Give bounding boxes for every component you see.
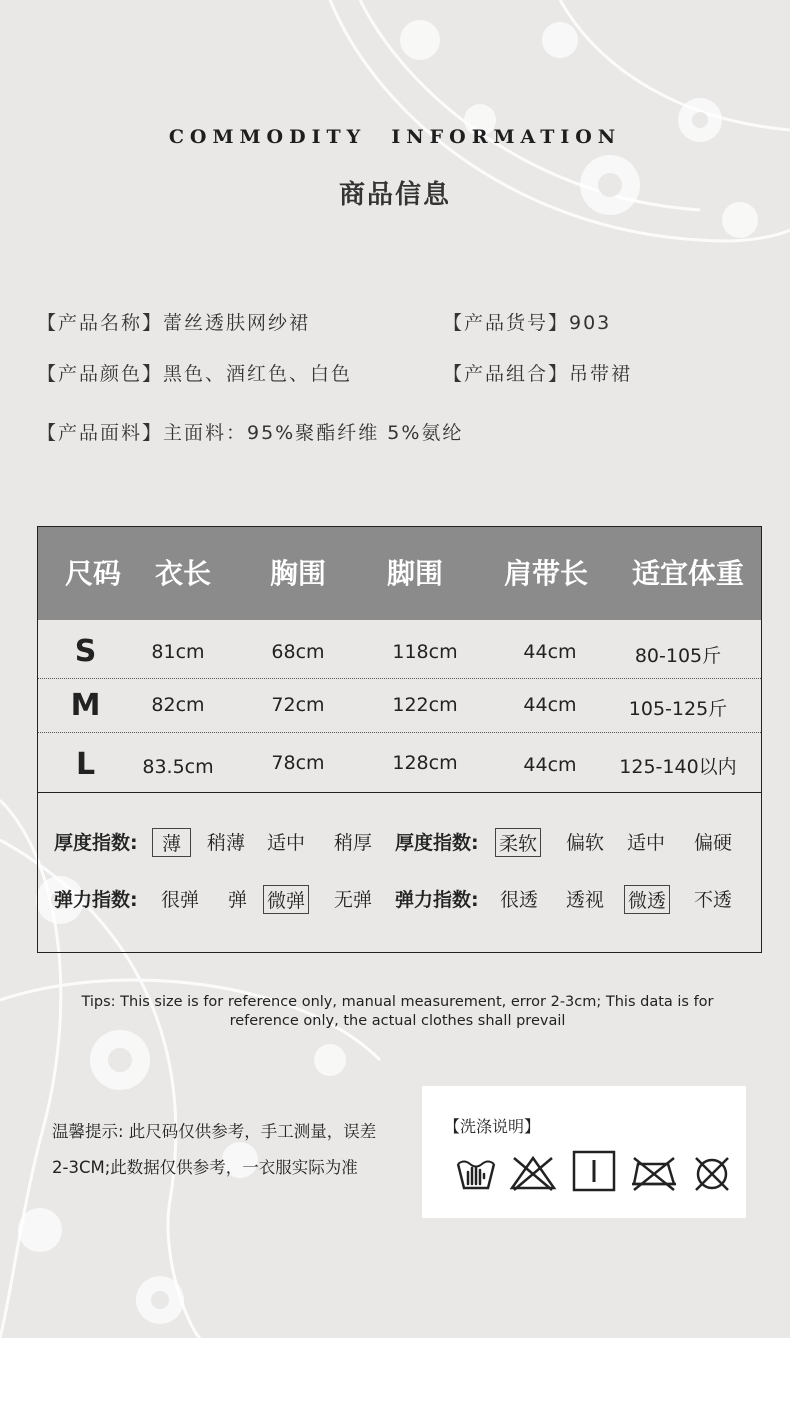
weight-cell: 80-105斤 — [634, 645, 722, 667]
table-divider — [38, 792, 761, 793]
tips-text: Tips: This size is for reference only, manual measurement, error 2-3cm; This data is for reference only, the actual clothes shall prevail — [81, 994, 714, 1029]
reminder-text: 温馨提示: 此尺码仅供参考，手工测量，误差2-3CM;此数据仅供参考，一衣服实际为准 — [52, 1122, 377, 1177]
length-cell: 83.5cm — [142, 756, 214, 778]
elasticity-option-selected: 微弹 — [263, 885, 309, 914]
header-length: 衣长 — [154, 557, 211, 590]
hem-cell: 122cm — [392, 694, 458, 716]
size-cell: S — [74, 634, 97, 669]
do-not-iron-icon — [628, 1154, 680, 1192]
softness-option: 适中 — [627, 832, 666, 854]
size-table-header — [38, 527, 761, 620]
wash-title: 【洗涤说明】 — [444, 1117, 541, 1136]
bust-cell: 72cm — [271, 694, 325, 716]
strap-cell: 44cm — [523, 694, 577, 716]
elasticity-option: 弹 — [228, 889, 248, 911]
product-combo: 【产品组合】吊带裙 — [443, 363, 633, 385]
elasticity-label: 弹力指数: — [54, 889, 138, 911]
product-name: 【产品名称】蕾丝透肤网纱裙 — [37, 312, 311, 334]
weight-cell: 125-140以内 — [619, 756, 737, 778]
thickness-option: 稍厚 — [334, 832, 373, 854]
weight-cell: 105-125斤 — [628, 698, 728, 720]
size-cell: L — [75, 747, 96, 782]
softness-label: 厚度指数: — [395, 832, 479, 854]
length-cell: 81cm — [151, 641, 205, 663]
header-bust: 胸围 — [269, 557, 326, 590]
thickness-option: 稍薄 — [207, 832, 246, 854]
thickness-option-selected: 薄 — [152, 828, 191, 857]
size-table — [37, 526, 762, 953]
table-row — [38, 679, 761, 731]
product-color: 【产品颜色】黑色、酒红色、白色 — [37, 363, 353, 385]
table-row — [38, 620, 761, 678]
hem-cell: 118cm — [392, 641, 458, 663]
softness-option-selected: 柔软 — [495, 828, 541, 857]
softness-option: 偏硬 — [694, 832, 733, 854]
hand-wash-icon — [454, 1154, 498, 1192]
header-size: 尺码 — [64, 557, 121, 590]
header-hem: 脚围 — [386, 557, 443, 590]
length-cell: 82cm — [151, 694, 205, 716]
transparency-option: 不透 — [694, 889, 733, 911]
product-fabric: 【产品面料】主面料：95%聚酯纤维 5%氨纶 — [37, 422, 464, 444]
bust-cell: 78cm — [271, 752, 325, 774]
transparency-option-selected: 微透 — [624, 885, 670, 914]
table-row — [38, 733, 761, 791]
strap-cell: 44cm — [523, 641, 577, 663]
elasticity-option: 无弹 — [334, 889, 373, 911]
do-not-dry-clean-icon — [692, 1154, 732, 1194]
product-code: 【产品货号】903 — [443, 312, 612, 334]
thickness-option: 适中 — [267, 832, 306, 854]
hem-cell: 128cm — [392, 752, 458, 774]
heading-english: COMMODITY INFORMATION — [168, 126, 622, 148]
bust-cell: 68cm — [271, 641, 325, 663]
transparency-option: 很透 — [500, 889, 539, 911]
line-dry-icon — [572, 1150, 616, 1192]
heading-chinese: 商品信息 — [338, 180, 451, 210]
thickness-label: 厚度指数: — [54, 832, 138, 854]
transparency-option: 透视 — [566, 889, 605, 911]
elasticity-option: 很弹 — [161, 889, 200, 911]
wash-instructions-panel — [422, 1086, 746, 1218]
transparency-label: 弹力指数: — [395, 889, 479, 911]
do-not-bleach-icon — [508, 1154, 558, 1192]
header-strap: 肩带长 — [503, 557, 588, 590]
strap-cell: 44cm — [523, 754, 577, 776]
size-cell: M — [70, 688, 101, 723]
softness-option: 偏软 — [566, 832, 605, 854]
header-weight: 适宜体重 — [631, 557, 744, 590]
